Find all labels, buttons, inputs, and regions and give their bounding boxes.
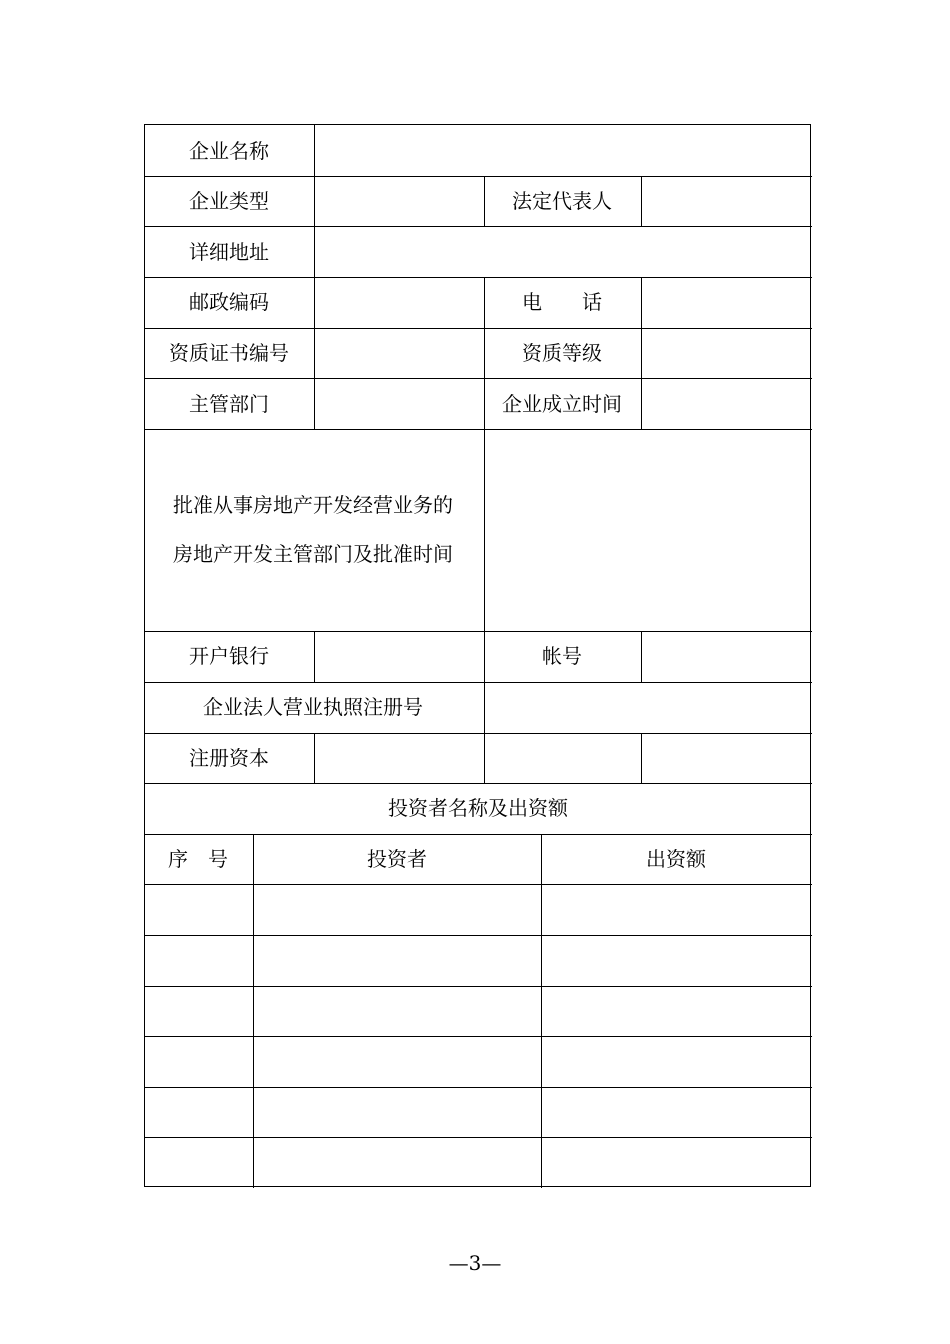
col-header-seq: 序 号 <box>168 847 228 871</box>
label-approval-line2: 房地产开发主管部门及批准时间 <box>173 542 453 566</box>
col-header-amount: 出资额 <box>646 847 706 871</box>
label-company-type: 企业类型 <box>189 189 269 213</box>
label-cert-no: 资质证书编号 <box>169 341 289 365</box>
label-authority: 主管部门 <box>189 392 269 416</box>
label-address: 详细地址 <box>189 240 269 264</box>
label-approval-line1: 批准从事房地产开发经营业务的 <box>173 493 453 517</box>
label-qual-level: 资质等级 <box>522 341 602 365</box>
label-capital: 注册资本 <box>189 746 269 770</box>
label-bank: 开户银行 <box>189 644 269 668</box>
label-license-no: 企业法人营业执照注册号 <box>203 695 423 719</box>
label-phone: 电 话 <box>522 290 602 314</box>
label-founded: 企业成立时间 <box>502 392 622 416</box>
label-postal-code: 邮政编码 <box>189 290 269 314</box>
label-legal-rep: 法定代表人 <box>512 189 612 213</box>
investors-section-title: 投资者名称及出资额 <box>388 796 568 820</box>
page-number: —3— <box>448 1251 502 1275</box>
label-company-name: 企业名称 <box>189 139 269 163</box>
col-header-investor: 投资者 <box>367 847 427 871</box>
label-account: 帐号 <box>542 644 582 668</box>
